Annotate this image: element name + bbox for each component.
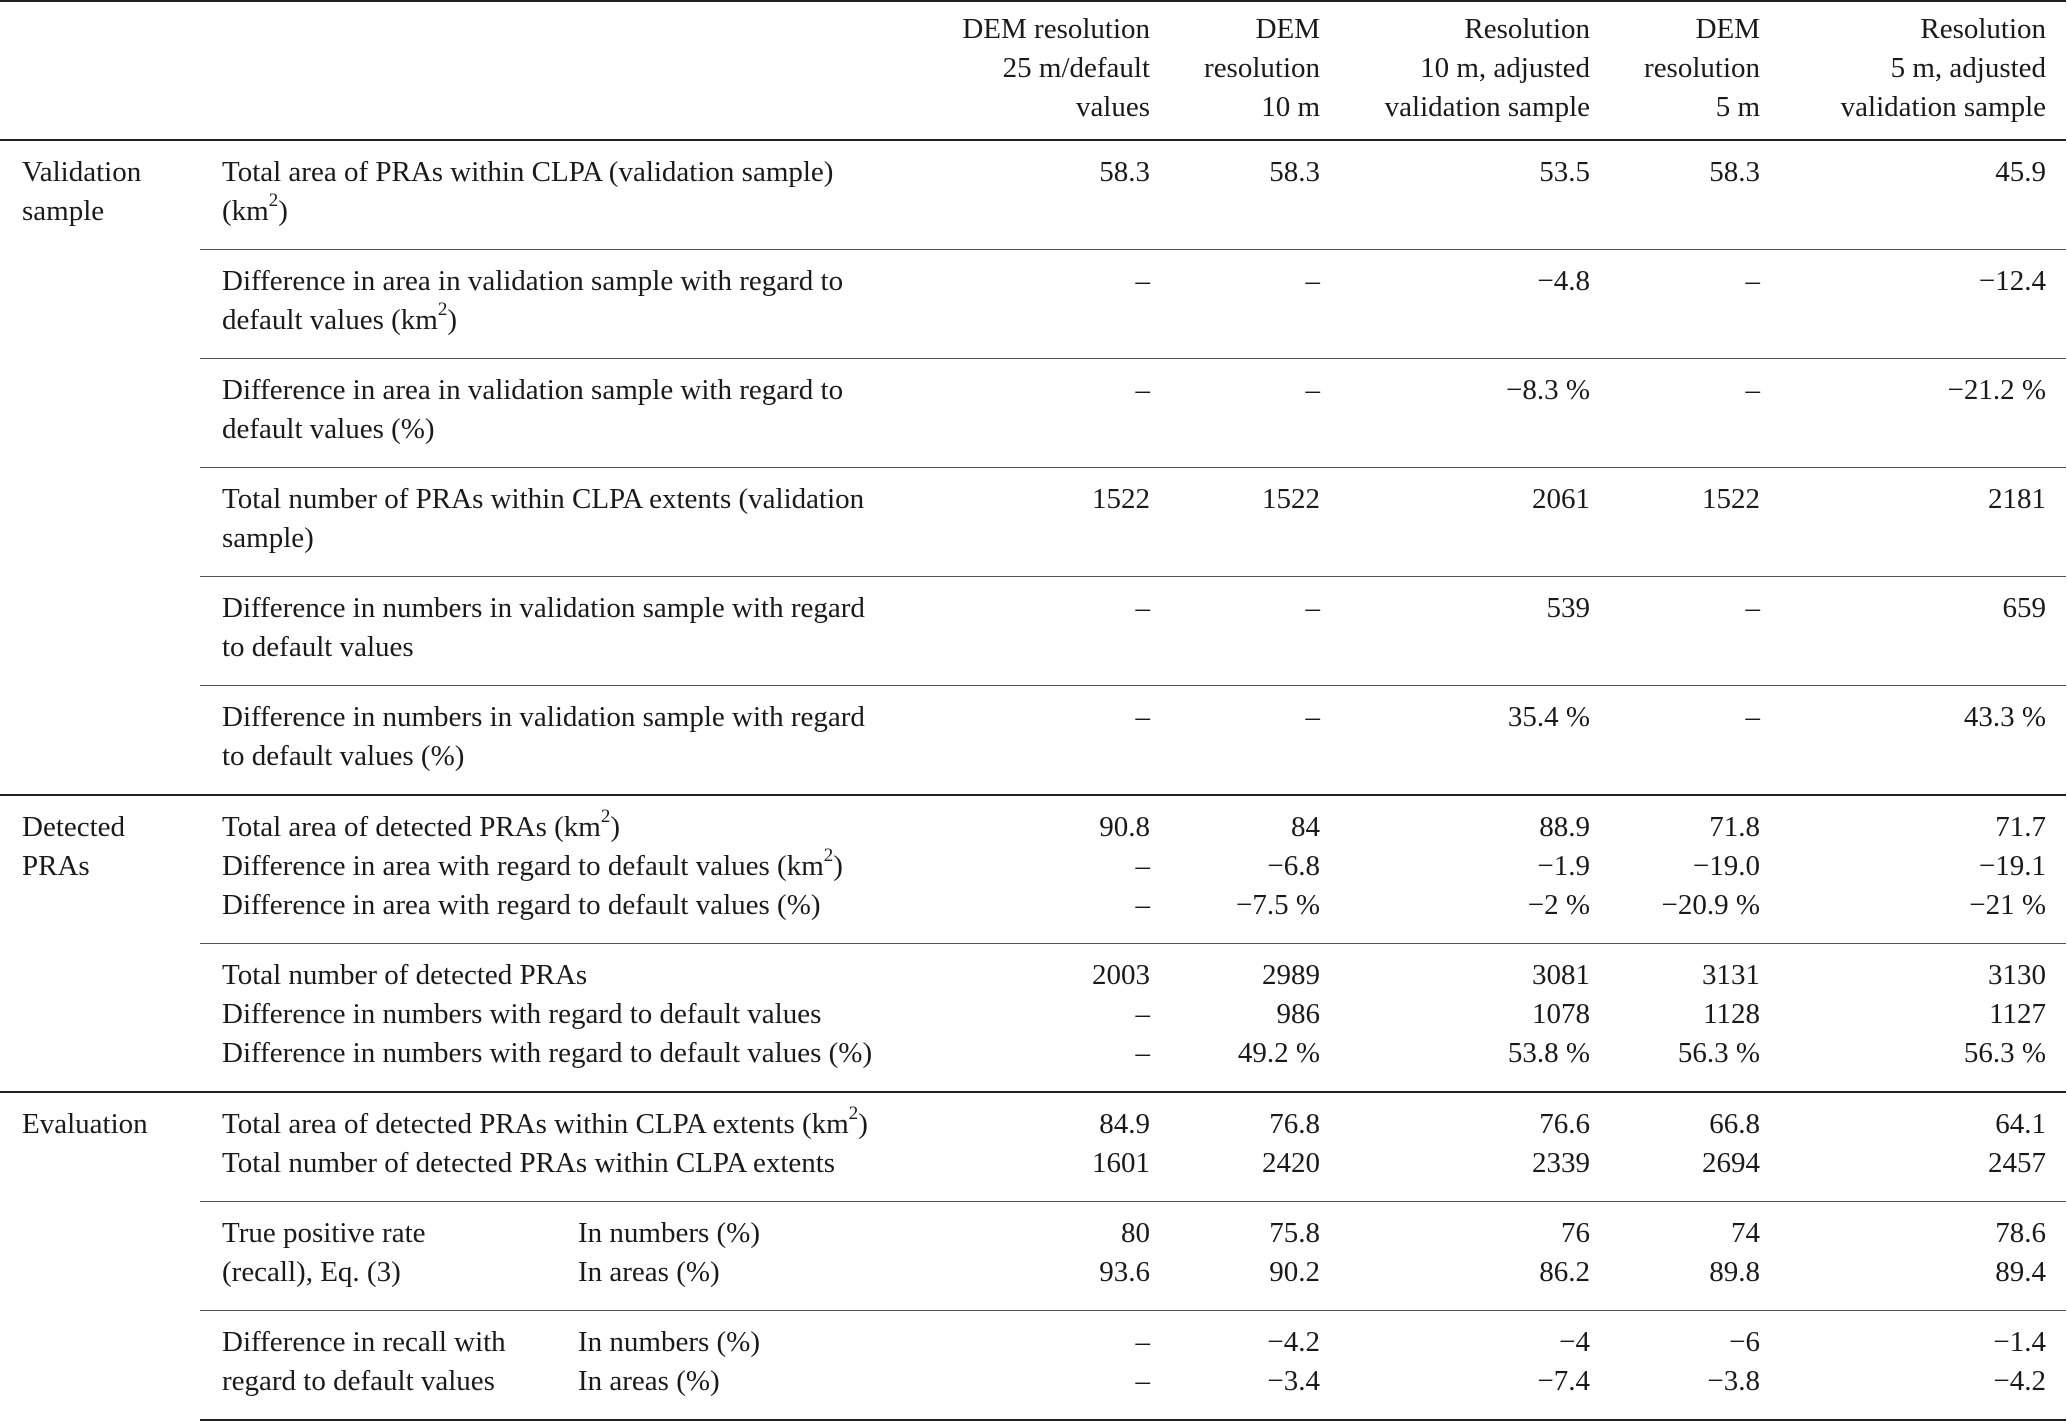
row-label: Difference in numbers with regard to default values (222, 998, 822, 1030)
table-row (0, 995, 2066, 1034)
row-label: Total number of detected PRAs within CLPA extents (222, 1147, 836, 1179)
cell: 76.8 (1172, 1092, 1342, 1144)
cell: – (1135, 889, 1151, 921)
cell: 58.3 (1709, 156, 1761, 188)
table-row (0, 1092, 2066, 1144)
cell: 88.9 (1342, 795, 1612, 847)
cell: 1601 (1092, 1147, 1151, 1179)
cell: −7.4 (1342, 1362, 1612, 1420)
cell: −3.8 (1612, 1362, 1782, 1420)
cell: −19.1 (1978, 850, 2047, 882)
cell: 84.9 (922, 1092, 1172, 1144)
cell: – (1612, 359, 1782, 468)
cell: – (922, 250, 1172, 359)
cell: – (922, 577, 1172, 686)
cell: – (1172, 686, 1342, 796)
row-sublabel: In areas (%) (578, 1256, 720, 1288)
cell: 93.6 (1099, 1256, 1151, 1288)
table-row (0, 686, 2066, 796)
cell: 71.7 (1782, 795, 2066, 847)
cell: – (922, 359, 1172, 468)
cell: – (1612, 577, 1782, 686)
cell: −4 (1342, 1311, 1612, 1363)
cell: −7.5 % (1236, 889, 1321, 921)
row-label: Total number of PRAs within CLPA extents (validation sample) (200, 468, 922, 577)
table-row (0, 886, 2066, 944)
cell: −21 % (1969, 889, 2047, 921)
cell: 2061 (1342, 468, 1612, 577)
cell: −21.2 % (1782, 359, 2066, 468)
cell: 53.8 % (1507, 1037, 1591, 1069)
cell: 49.2 % (1237, 1037, 1321, 1069)
header-col-25m: DEM resolution 25 m/default values (922, 1, 1172, 140)
cell: 1522 (922, 468, 1172, 577)
cell: 58.3 (1269, 156, 1321, 188)
cell: −8.3 % (1342, 359, 1612, 468)
table-row (0, 577, 2066, 686)
cell: 2181 (1782, 468, 2066, 577)
cell: −6 (1612, 1311, 1782, 1363)
cell: 89.8 (1709, 1256, 1761, 1288)
cell: 1522 (1612, 468, 1782, 577)
header-col-10m: DEM resolution 10 m (1172, 1, 1342, 140)
cell: 2694 (1702, 1147, 1761, 1179)
cell: 66.8 (1612, 1092, 1782, 1144)
row-label: Difference in recall with (200, 1311, 556, 1363)
cell: 1128 (1703, 998, 1761, 1030)
cell: 43.3 % (1782, 686, 2066, 796)
table-row (0, 359, 2066, 468)
cell: – (922, 1311, 1172, 1363)
cell: 56.3 % (1677, 1037, 1761, 1069)
row-label: (recall), Eq. (3) (222, 1256, 401, 1288)
row-label: regard to default values (200, 1362, 556, 1420)
cell: 58.3 (1099, 156, 1151, 188)
header-blank (0, 1, 922, 140)
cell: 90.2 (1269, 1256, 1321, 1288)
row-sublabel: In areas (%) (556, 1362, 922, 1420)
cell: – (1135, 998, 1151, 1030)
cell: – (922, 1362, 1172, 1420)
cell: 2339 (1532, 1147, 1591, 1179)
cell: 64.1 (1782, 1092, 2066, 1144)
cell: 86.2 (1539, 1256, 1591, 1288)
cell: −12.4 (1782, 250, 2066, 359)
cell: −1.9 (1537, 850, 1591, 882)
row-label: Difference in numbers in validation sample with regard to default values (%) (200, 686, 922, 796)
table-row (0, 250, 2066, 359)
row-label: Difference in numbers with regard to default values (%) (222, 1037, 873, 1069)
cell: – (1172, 359, 1342, 468)
table-row (0, 795, 2066, 847)
cell: 2420 (1262, 1147, 1321, 1179)
table-row (0, 944, 2066, 996)
cell: 78.6 (1782, 1202, 2066, 1254)
cell: – (1135, 1037, 1151, 1069)
table-row (0, 1034, 2066, 1092)
group-label-detected: Detected PRAs (0, 795, 200, 1092)
cell: −4.8 (1342, 250, 1612, 359)
cell: – (1135, 850, 1151, 882)
cell: −4.2 (1172, 1311, 1342, 1363)
cell: −3.4 (1172, 1362, 1342, 1420)
cell: 75.8 (1172, 1202, 1342, 1254)
table-row (0, 468, 2066, 577)
table-row (0, 140, 2066, 250)
row-label: Total number of detected PRAs (200, 944, 922, 996)
table-row (0, 1362, 2066, 1420)
cell: 76 (1342, 1202, 1612, 1254)
table-row (0, 847, 2066, 886)
group-label-evaluation: Evaluation (0, 1092, 200, 1420)
row-label: Total area of PRAs within CLPA (validation sample) $(km^2)$ (222, 156, 834, 227)
cell: 2003 (922, 944, 1172, 996)
row-label: Difference in area in validation sample with regard to default values $(km^2)$ (200, 250, 922, 359)
cell: 3131 (1612, 944, 1782, 996)
cell: −6.8 (1267, 850, 1321, 882)
cell: 2989 (1172, 944, 1342, 996)
row-label: True positive rate (200, 1202, 556, 1254)
cell: – (1612, 686, 1782, 796)
cell: 2457 (1988, 1147, 2047, 1179)
row-sublabel: In numbers (%) (556, 1311, 922, 1363)
cell: 659 (1782, 577, 2066, 686)
cell: – (1612, 250, 1782, 359)
cell: 90.8 (922, 795, 1172, 847)
cell: 53.5 (1539, 156, 1591, 188)
cell: 539 (1342, 577, 1612, 686)
cell: 56.3 % (1963, 1037, 2047, 1069)
group-label-validation: Validation sample (22, 156, 142, 227)
table-row (0, 1202, 2066, 1254)
row-sublabel: In numbers (%) (556, 1202, 922, 1254)
cell: 84 (1172, 795, 1342, 847)
table-row (0, 1311, 2066, 1363)
header-col-5m-adjusted: Resolution 5 m, adjusted validation sample (1782, 1, 2066, 140)
table-row (0, 1253, 2066, 1311)
cell: 1078 (1532, 998, 1591, 1030)
header-row (0, 1, 2066, 140)
cell: 35.4 % (1342, 686, 1612, 796)
cell: 45.9 (1995, 156, 2047, 188)
cell: 80 (922, 1202, 1172, 1254)
cell: 71.8 (1612, 795, 1782, 847)
cell: – (1172, 250, 1342, 359)
cell: – (1172, 577, 1342, 686)
row-label: Difference in area with regard to default values (%) (222, 889, 821, 921)
header-col-5m: DEM resolution 5 m (1612, 1, 1782, 140)
cell: 986 (1276, 998, 1321, 1030)
row-label: Difference in area with regard to default values $(km^2)$ (222, 845, 843, 882)
cell: 1127 (1989, 998, 2047, 1030)
row-label: Total area of detected PRAs within CLPA extents $(km^2)$ (200, 1092, 922, 1144)
cell: 76.6 (1342, 1092, 1612, 1144)
cell: −1.4 (1782, 1311, 2066, 1363)
row-label: Difference in numbers in validation sample with regard to default values (200, 577, 922, 686)
cell: – (922, 686, 1172, 796)
cell: 3130 (1782, 944, 2066, 996)
cell: 74 (1612, 1202, 1782, 1254)
cell: 3081 (1342, 944, 1612, 996)
cell: −19.0 (1692, 850, 1761, 882)
cell: 89.4 (1995, 1256, 2047, 1288)
cell: 1522 (1172, 468, 1342, 577)
row-label: Difference in area in validation sample with regard to default values (%) (200, 359, 922, 468)
header-col-10m-adjusted: Resolution 10 m, adjusted validation sample (1342, 1, 1612, 140)
cell: −20.9 % (1661, 889, 1761, 921)
cell: −4.2 (1782, 1362, 2066, 1420)
row-label: Total area of detected PRAs $(km^2)$ (200, 795, 922, 847)
table-row (0, 1144, 2066, 1202)
cell: −2 % (1527, 889, 1591, 921)
